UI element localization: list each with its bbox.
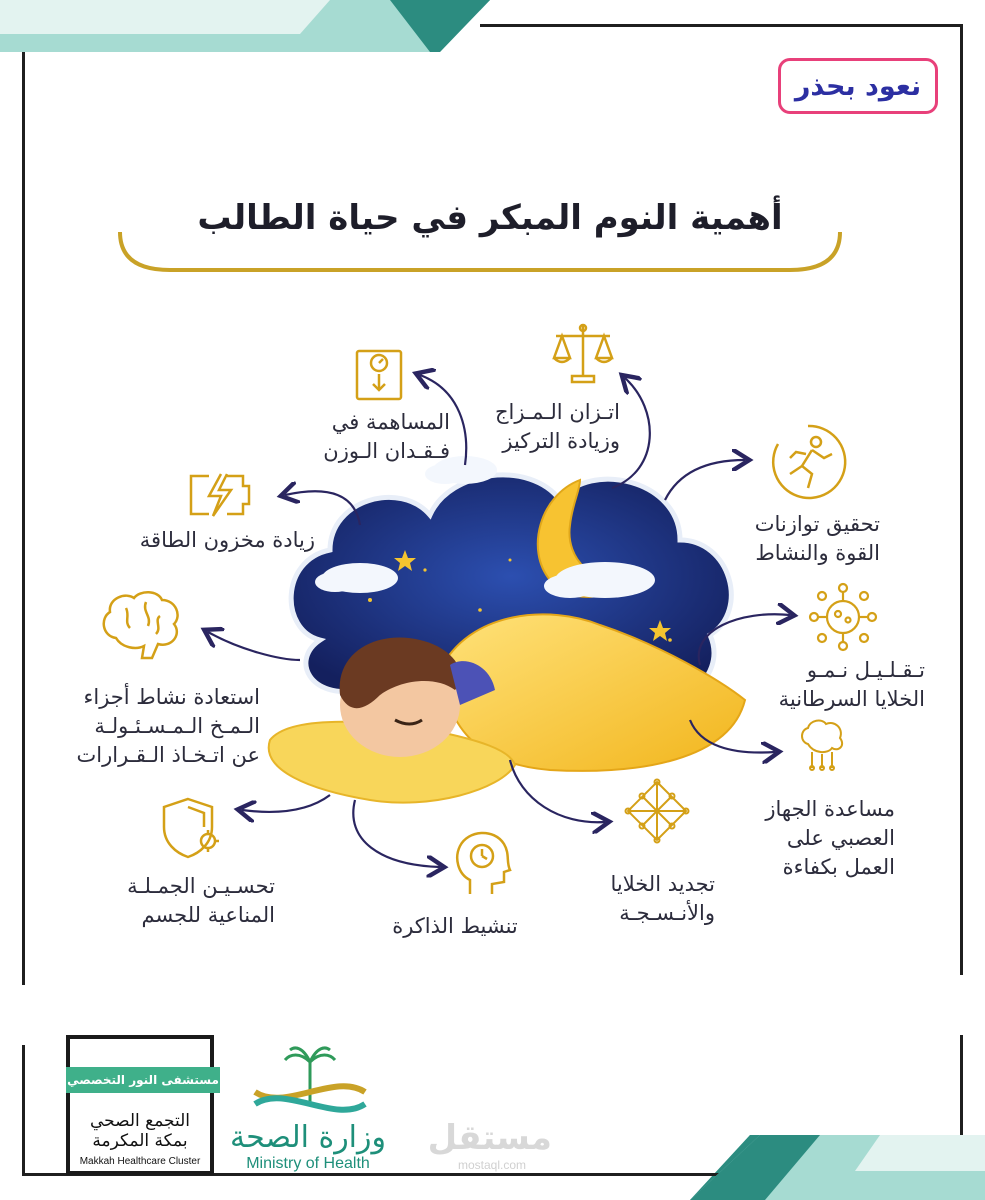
benefit-cancer-label: تـقـلـيـل نـمـو الخلايا السرطانية (778, 658, 925, 711)
neural-brain-icon (798, 718, 846, 772)
benefit-brain-label: استعادة نشاط أجزاء الـمـخ الـمـسـئـولـة عن اتـخـاذ الـقـرارات (76, 685, 260, 767)
arrow-strength (665, 460, 745, 500)
head-clock-icon (448, 828, 514, 898)
scale-icon (548, 318, 618, 388)
moh-name-ar: وزارة الصحة (230, 1120, 386, 1155)
watermark-ar: مستقل (427, 1118, 552, 1158)
arrow-immune (242, 795, 330, 812)
benefit-memory-label: تنشيط الذاكرة (392, 914, 518, 938)
shield-virus-icon (158, 795, 224, 861)
benefit-nervous-label: مساعدة الجهاز العصبي على العمل بكفاءة (765, 797, 895, 879)
moh-palm-emblem-icon (245, 1042, 375, 1122)
moh-name-en: Ministry of Health (246, 1155, 370, 1172)
benefit-energy-label: زيادة مخزون الطاقة (139, 528, 315, 552)
cluster-name-en: Makkah Healthcare Cluster (79, 1156, 201, 1167)
benefit-balance-label: اتـزان الـمـزاج وزيادة التركيز (494, 400, 620, 453)
arrow-energy (285, 491, 360, 525)
battery-charging-icon (185, 470, 255, 520)
makkah-cluster-logo (66, 1035, 219, 1175)
arrow-cells (510, 760, 605, 822)
weight-scale-icon (354, 348, 404, 402)
benefit-cells-label: تجديد الخلايا والأنـسـجـة (610, 872, 715, 925)
arrow-brain (208, 632, 300, 660)
virus-cell-icon (808, 582, 878, 652)
arrow-memory (353, 800, 440, 867)
cluster-name-ar: التجمع الصحي بمكة المكرمة (89, 1111, 191, 1151)
page-title: أهمية النوم المبكر في حياة الطالب (197, 198, 783, 238)
brain-icon (96, 588, 186, 663)
benefit-strength-label: تحقيق توازنات القوة والنشاط (754, 512, 880, 565)
watermark-en: mostaql.com (457, 1158, 527, 1172)
running-icon (768, 422, 848, 502)
benefit-immune-label: تحسـيـن الجمـلـة المناعية للجسم (127, 874, 275, 927)
brand-badge-text: نعود بحذر (794, 70, 922, 102)
hospital-name-bar: مستشفى النور التخصصي (66, 1067, 220, 1093)
cell-mesh-icon (624, 778, 690, 844)
benefit-weight-label: المساهمة في فـقـدان الـوزن (323, 410, 450, 463)
arrow-nervous (690, 720, 775, 753)
